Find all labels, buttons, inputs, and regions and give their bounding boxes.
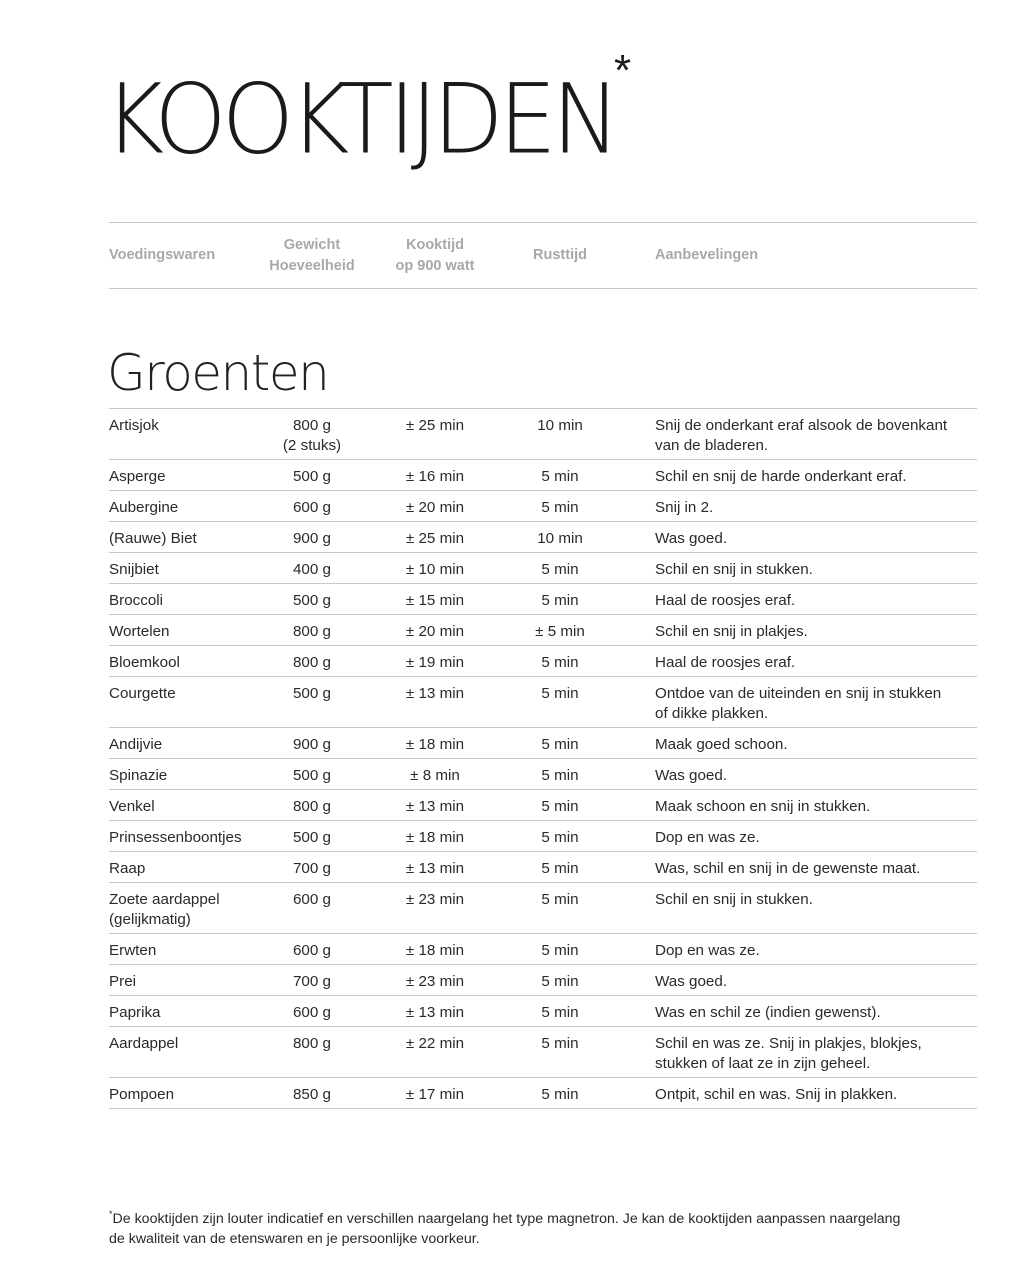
food-name-cell — [109, 1034, 269, 1054]
cook-time-cell: ± 18 min — [405, 942, 465, 959]
recommendation-line: Maak schoon en snij in stukken. — [655, 798, 871, 815]
cook-time-cell: ± 18 min — [405, 736, 465, 753]
recommendation-line: Maak goed schoon. — [655, 736, 788, 753]
rest-time-cell: 5 min — [541, 561, 579, 578]
cook-time-cell: ± 19 min — [405, 654, 465, 671]
food-name-line: Prei — [109, 973, 137, 990]
weight-line: 800 g — [292, 1035, 331, 1052]
recommendation-line: Schil en was ze. Snij in plakjes, blokjes, — [655, 1035, 922, 1052]
table-row — [109, 1027, 977, 1078]
food-name-line: Courgette — [109, 685, 176, 702]
weight-line: 500 g — [292, 685, 331, 702]
table-header — [109, 222, 977, 289]
food-name-line: (gelijkmatig) — [109, 911, 191, 928]
table-row — [109, 615, 977, 646]
recommendation-cell — [655, 1034, 977, 1074]
weight-line: 600 g — [292, 942, 331, 959]
header-food-label: Voedingswaren — [109, 247, 216, 263]
rest-time-cell: 5 min — [541, 1035, 579, 1052]
recommendation-line: Schil en snij de harde onderkant eraf. — [655, 468, 907, 485]
table-row — [109, 852, 977, 883]
header-food — [109, 223, 259, 288]
food-name-line: Paprika — [109, 1004, 161, 1021]
weight-line: 900 g — [292, 736, 331, 753]
recommendation-cell — [655, 498, 977, 518]
table-row — [109, 821, 977, 852]
weight-cell — [262, 941, 362, 961]
table-row — [109, 491, 977, 522]
recommendation-line: Ontdoe van de uiteinden en snij in stukken — [655, 685, 942, 702]
page-title-block — [104, 46, 632, 176]
food-name-cell — [109, 498, 269, 518]
recommendation-line: Was, schil en snij in de gewenste maat. — [655, 860, 921, 877]
weight-line: 500 g — [292, 767, 331, 784]
recommendation-line: Was goed. — [655, 973, 728, 990]
food-name-cell — [109, 941, 269, 961]
weight-cell — [262, 1034, 362, 1054]
food-name-cell — [109, 797, 269, 817]
header-weight-line2: Hoeveelheid — [269, 257, 355, 274]
recommendation-cell — [655, 467, 977, 487]
cook-time-cell: ± 13 min — [405, 685, 465, 702]
cook-time-cell: ± 25 min — [405, 530, 465, 547]
recommendation-cell — [655, 684, 977, 724]
food-name-line: Raap — [109, 860, 146, 877]
food-name-cell — [109, 1003, 269, 1023]
weight-cell — [262, 529, 362, 549]
section-title: Groenten — [107, 344, 329, 402]
weight-line: 600 g — [292, 1004, 331, 1021]
recommendation-line: Schil en snij in plakjes. — [655, 623, 808, 640]
weight-line: 800 g — [292, 798, 331, 815]
food-name-line: Wortelen — [109, 623, 170, 640]
recommendation-line: Dop en was ze. — [655, 942, 760, 959]
cook-time-cell: ± 23 min — [405, 973, 465, 990]
weight-line: 500 g — [292, 468, 331, 485]
title-asterisk: * — [614, 46, 632, 95]
recommendation-cell — [655, 653, 977, 673]
recommendation-cell — [655, 766, 977, 786]
weight-cell — [262, 890, 362, 910]
food-name-line: Prinsessenboontjes — [109, 829, 242, 846]
header-time-line2: op 900 watt — [395, 257, 475, 274]
food-name-line: Asperge — [109, 468, 166, 485]
table-row — [109, 553, 977, 584]
recommendation-line: van de bladeren. — [655, 437, 769, 454]
recommendation-line: Was goed. — [655, 530, 728, 547]
food-name-cell — [109, 1085, 269, 1105]
header-rest — [510, 223, 610, 288]
rest-time-cell: 5 min — [541, 891, 579, 908]
food-name-cell — [109, 859, 269, 879]
food-name-cell — [109, 684, 269, 704]
recommendation-line: of dikke plakken. — [655, 705, 769, 722]
weight-line: 600 g — [292, 499, 331, 516]
recommendation-cell — [655, 797, 977, 817]
cook-time-cell: ± 8 min — [410, 767, 460, 784]
food-name-cell — [109, 560, 269, 580]
recommendation-cell — [655, 560, 977, 580]
weight-cell — [262, 735, 362, 755]
weight-line: 400 g — [292, 561, 331, 578]
rest-time-cell: 5 min — [541, 860, 579, 877]
food-name-line: Broccoli — [109, 592, 164, 609]
cook-time-cell: ± 22 min — [405, 1035, 465, 1052]
footnote-line2: de kwaliteit van de etenswaren en je persoonlijke voorkeur. — [109, 1231, 480, 1247]
rest-time-cell: 5 min — [541, 685, 579, 702]
recommendation-line: Dop en was ze. — [655, 829, 760, 846]
table-row — [109, 677, 977, 728]
food-name-cell — [109, 890, 269, 930]
rest-time-cell: 5 min — [541, 767, 579, 784]
food-name-cell — [109, 766, 269, 786]
recommendation-line: Haal de roosjes eraf. — [655, 592, 796, 609]
header-rest-label: Rusttijd — [533, 247, 587, 263]
header-tips — [655, 223, 855, 288]
recommendation-line: stukken of laat ze in zijn geheel. — [655, 1055, 871, 1072]
page-title: KOOKTIJDEN — [104, 63, 616, 176]
food-name-cell — [109, 972, 269, 992]
weight-cell — [262, 766, 362, 786]
cook-time-cell: ± 13 min — [405, 798, 465, 815]
recommendation-cell — [655, 941, 977, 961]
recommendation-cell — [655, 1085, 977, 1105]
weight-line: 800 g — [292, 623, 331, 640]
food-name-line: (Rauwe) Biet — [109, 530, 197, 547]
rest-time-cell: 5 min — [541, 1086, 579, 1103]
footnote-mark: * — [109, 1209, 113, 1219]
header-weight — [252, 223, 372, 288]
food-name-cell — [109, 653, 269, 673]
rest-time-cell: 5 min — [541, 1004, 579, 1021]
weight-line: 500 g — [292, 829, 331, 846]
food-name-cell — [109, 828, 269, 848]
weight-cell — [262, 1003, 362, 1023]
recommendation-cell — [655, 890, 977, 910]
weight-cell — [262, 416, 362, 456]
header-weight-line1: Gewicht — [283, 236, 341, 253]
weight-cell — [262, 622, 362, 642]
table-row — [109, 883, 977, 934]
weight-line: 600 g — [292, 891, 331, 908]
food-name-line: Aardappel — [109, 1035, 179, 1052]
rest-time-cell: 5 min — [541, 736, 579, 753]
weight-line: 700 g — [292, 973, 331, 990]
cook-time-cell: ± 16 min — [405, 468, 465, 485]
table-row — [109, 934, 977, 965]
weight-cell — [262, 467, 362, 487]
recommendation-line: Was goed. — [655, 767, 728, 784]
cook-time-cell: ± 10 min — [405, 561, 465, 578]
weight-line: 900 g — [292, 530, 331, 547]
rest-time-cell: ± 5 min — [535, 623, 585, 640]
food-name-cell — [109, 735, 269, 755]
weight-line: (2 stuks) — [282, 437, 342, 454]
recommendation-cell — [655, 591, 977, 611]
food-name-line: Aubergine — [109, 499, 179, 516]
weight-line: 800 g — [292, 417, 331, 434]
cooking-table — [109, 408, 977, 1109]
cook-time-cell: ± 13 min — [405, 1004, 465, 1021]
table-row — [109, 409, 977, 460]
weight-cell — [262, 1085, 362, 1105]
food-name-line: Andijvie — [109, 736, 163, 753]
table-row — [109, 790, 977, 821]
weight-cell — [262, 498, 362, 518]
header-time-line1: Kooktijd — [406, 236, 464, 253]
weight-line: 850 g — [292, 1086, 331, 1103]
weight-cell — [262, 591, 362, 611]
food-name-cell — [109, 622, 269, 642]
cook-time-cell: ± 15 min — [405, 592, 465, 609]
weight-cell — [262, 859, 362, 879]
table-row — [109, 1078, 977, 1109]
rest-time-cell: 10 min — [537, 530, 583, 547]
cook-time-cell: ± 20 min — [405, 623, 465, 640]
food-name-line: Spinazie — [109, 767, 168, 784]
food-name-line: Snijbiet — [109, 561, 159, 578]
header-time — [375, 223, 495, 288]
recommendation-line: Schil en snij in stukken. — [655, 891, 813, 908]
cook-time-cell: ± 20 min — [405, 499, 465, 516]
cook-time-cell: ± 23 min — [405, 891, 465, 908]
rest-time-cell: 5 min — [541, 654, 579, 671]
weight-cell — [262, 797, 362, 817]
recommendation-line: Snij in 2. — [655, 499, 714, 516]
recommendation-cell — [655, 859, 977, 879]
food-name-cell — [109, 416, 269, 436]
header-tips-label: Aanbevelingen — [655, 247, 759, 263]
table-row — [109, 759, 977, 790]
rest-time-cell: 5 min — [541, 973, 579, 990]
recommendation-line: Was en schil ze (indien gewenst). — [655, 1004, 881, 1021]
rest-time-cell: 5 min — [541, 592, 579, 609]
weight-line: 800 g — [292, 654, 331, 671]
recommendation-line: Schil en snij in stukken. — [655, 561, 813, 578]
recommendation-cell — [655, 972, 977, 992]
weight-line: 500 g — [292, 592, 331, 609]
table-row — [109, 965, 977, 996]
rest-time-cell: 5 min — [541, 942, 579, 959]
recommendation-cell — [655, 622, 977, 642]
recommendation-line: Snij de onderkant eraf alsook de bovenkant — [655, 417, 948, 434]
food-name-line: Pompoen — [109, 1086, 175, 1103]
cook-time-cell: ± 25 min — [405, 417, 465, 434]
cook-time-cell: ± 18 min — [405, 829, 465, 846]
table-row — [109, 646, 977, 677]
weight-cell — [262, 972, 362, 992]
footnote — [109, 1204, 989, 1249]
recommendation-line: Ontpit, schil en was. Snij in plakken. — [655, 1086, 898, 1103]
food-name-line: Erwten — [109, 942, 157, 959]
table-row — [109, 584, 977, 615]
recommendation-cell — [655, 529, 977, 549]
food-name-cell — [109, 591, 269, 611]
food-name-line: Bloemkool — [109, 654, 180, 671]
recommendation-cell — [655, 735, 977, 755]
food-name-line: Zoete aardappel — [109, 891, 220, 908]
food-name-line: Artisjok — [109, 417, 159, 434]
weight-line: 700 g — [292, 860, 331, 877]
food-name-cell — [109, 467, 269, 487]
recommendation-cell — [655, 1003, 977, 1023]
food-name-line: Venkel — [109, 798, 155, 815]
weight-cell — [262, 684, 362, 704]
table-row — [109, 728, 977, 759]
rest-time-cell: 5 min — [541, 468, 579, 485]
table-row — [109, 996, 977, 1027]
table-row — [109, 460, 977, 491]
footnote-line1: De kooktijden zijn louter indicatief en verschillen naargelang het type magnetron. Je kan de kooktijden aanpassen naargelang — [112, 1211, 901, 1227]
rest-time-cell: 5 min — [541, 829, 579, 846]
cook-time-cell: ± 13 min — [405, 860, 465, 877]
rest-time-cell: 10 min — [537, 417, 583, 434]
weight-cell — [262, 828, 362, 848]
weight-cell — [262, 560, 362, 580]
recommendation-cell — [655, 828, 977, 848]
rest-time-cell: 5 min — [541, 499, 579, 516]
recommendation-line: Haal de roosjes eraf. — [655, 654, 796, 671]
table-row — [109, 522, 977, 553]
weight-cell — [262, 653, 362, 673]
food-name-cell — [109, 529, 269, 549]
recommendation-cell — [655, 416, 977, 456]
cook-time-cell: ± 17 min — [405, 1086, 465, 1103]
rest-time-cell: 5 min — [541, 798, 579, 815]
